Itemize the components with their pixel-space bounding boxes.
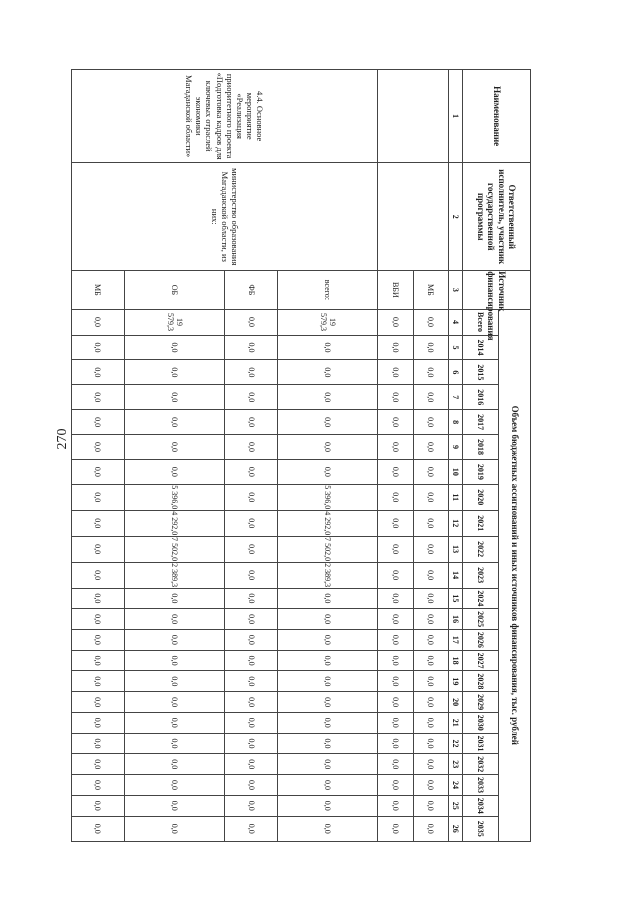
year-value: 0,0 xyxy=(277,435,377,460)
year-value: 0,0 xyxy=(378,609,413,630)
year-value: 0,0 xyxy=(277,609,377,630)
year-value: 0,0 xyxy=(378,410,413,435)
header-total: Всего xyxy=(463,309,499,335)
year-value: 0,0 xyxy=(225,692,278,713)
year-value: 0,0 xyxy=(277,459,377,484)
year-value: 0,0 xyxy=(72,510,125,536)
total-value: 0,0 xyxy=(72,309,125,335)
funding-source: всего: xyxy=(277,271,377,309)
total-value: 19 579,3 xyxy=(277,309,377,335)
year-value: 7 502,0 xyxy=(277,536,377,562)
header-year: 2030 xyxy=(463,712,499,733)
header-year: 2024 xyxy=(463,588,499,609)
year-value: 0,0 xyxy=(413,733,448,754)
year-value: 0,0 xyxy=(413,536,448,562)
year-value: 0,0 xyxy=(277,630,377,651)
header-executor: Ответственный исполнитель, участник государственной программы xyxy=(463,163,531,271)
year-value: 0,0 xyxy=(378,630,413,651)
header-year: 2021 xyxy=(463,510,499,536)
year-value: 0,0 xyxy=(277,754,377,775)
column-number: 6 xyxy=(449,360,463,385)
year-value: 0,0 xyxy=(225,733,278,754)
column-number: 14 xyxy=(449,562,463,588)
year-value: 0,0 xyxy=(413,484,448,510)
total-value: 0,0 xyxy=(378,309,413,335)
column-number: 23 xyxy=(449,754,463,775)
year-value: 0,0 xyxy=(378,385,413,410)
year-value: 0,0 xyxy=(124,435,224,460)
year-value: 0,0 xyxy=(277,692,377,713)
year-value: 0,0 xyxy=(378,816,413,841)
year-value: 0,0 xyxy=(72,816,125,841)
year-value: 0,0 xyxy=(413,754,448,775)
year-value: 0,0 xyxy=(378,712,413,733)
total-value: 0,0 xyxy=(225,309,278,335)
column-number: 1 xyxy=(449,70,463,163)
funding-source: ФБ xyxy=(225,271,278,309)
year-value: 0,0 xyxy=(225,795,278,816)
year-value: 0,0 xyxy=(72,335,125,360)
year-value: 0,0 xyxy=(72,609,125,630)
activity-name: 4.4. Основное мероприятие «Реализация приоритетного проекта «Подготовка кадров для ключевых отраслей экономики Магаданской области» xyxy=(72,70,378,163)
year-value: 0,0 xyxy=(277,775,377,796)
year-value: 0,0 xyxy=(225,484,278,510)
header-year: 2032 xyxy=(463,754,499,775)
year-value: 0,0 xyxy=(72,692,125,713)
funding-source: ВБИ xyxy=(378,271,413,309)
year-value: 4 292,0 xyxy=(277,510,377,536)
year-value: 0,0 xyxy=(378,459,413,484)
header-year: 2031 xyxy=(463,733,499,754)
year-value: 0,0 xyxy=(124,650,224,671)
header-year: 2018 xyxy=(463,435,499,460)
year-value: 0,0 xyxy=(225,816,278,841)
year-value: 0,0 xyxy=(124,630,224,651)
funding-source: ОБ xyxy=(124,271,224,309)
year-value: 0,0 xyxy=(413,562,448,588)
year-value: 0,0 xyxy=(72,459,125,484)
empty-name-cell xyxy=(378,70,449,163)
year-value: 0,0 xyxy=(413,385,448,410)
year-value: 0,0 xyxy=(378,510,413,536)
header-year: 2027 xyxy=(463,650,499,671)
column-number: 15 xyxy=(449,588,463,609)
funding-source: МБ xyxy=(413,271,448,309)
header-name: Наименование xyxy=(463,70,531,163)
year-value: 0,0 xyxy=(225,335,278,360)
year-value: 0,0 xyxy=(225,410,278,435)
column-number: 10 xyxy=(449,459,463,484)
year-value: 0,0 xyxy=(378,754,413,775)
column-number: 26 xyxy=(449,816,463,841)
year-value: 0,0 xyxy=(413,671,448,692)
year-value: 0,0 xyxy=(413,712,448,733)
year-value: 0,0 xyxy=(225,775,278,796)
year-value: 0,0 xyxy=(413,630,448,651)
column-number: 18 xyxy=(449,650,463,671)
year-value: 0,0 xyxy=(413,435,448,460)
year-value: 0,0 xyxy=(413,510,448,536)
year-value: 0,0 xyxy=(72,650,125,671)
column-number: 7 xyxy=(449,385,463,410)
header-year: 2017 xyxy=(463,410,499,435)
column-number: 4 xyxy=(449,309,463,335)
header-source: Источник финансирования xyxy=(463,271,531,309)
year-value: 0,0 xyxy=(124,733,224,754)
year-value: 0,0 xyxy=(72,410,125,435)
year-value: 7 502,0 xyxy=(124,536,224,562)
year-value: 0,0 xyxy=(378,562,413,588)
year-value: 0,0 xyxy=(124,410,224,435)
header-year: 2015 xyxy=(463,360,499,385)
header-year: 2016 xyxy=(463,385,499,410)
year-value: 0,0 xyxy=(277,650,377,671)
year-value: 0,0 xyxy=(225,536,278,562)
column-number: 21 xyxy=(449,712,463,733)
year-value: 0,0 xyxy=(225,650,278,671)
column-number: 22 xyxy=(449,733,463,754)
column-number: 3 xyxy=(449,271,463,309)
year-value: 0,0 xyxy=(72,754,125,775)
header-year: 2028 xyxy=(463,671,499,692)
column-number: 11 xyxy=(449,484,463,510)
total-value: 19 579,3 xyxy=(124,309,224,335)
column-number: 5 xyxy=(449,335,463,360)
year-value: 0,0 xyxy=(124,671,224,692)
year-value: 0,0 xyxy=(277,733,377,754)
total-value: 0,0 xyxy=(413,309,448,335)
year-value: 0,0 xyxy=(124,385,224,410)
column-number: 24 xyxy=(449,775,463,796)
year-value: 0,0 xyxy=(72,385,125,410)
year-value: 0,0 xyxy=(378,671,413,692)
year-value: 0,0 xyxy=(413,609,448,630)
year-value: 0,0 xyxy=(124,775,224,796)
column-number: 13 xyxy=(449,536,463,562)
funding-source: МБ xyxy=(72,271,125,309)
header-year: 2029 xyxy=(463,692,499,713)
table-row xyxy=(277,70,377,842)
column-number: 12 xyxy=(449,510,463,536)
year-value: 0,0 xyxy=(124,712,224,733)
year-value: 0,0 xyxy=(378,795,413,816)
year-value: 0,0 xyxy=(124,588,224,609)
year-value: 5 396,0 xyxy=(124,484,224,510)
year-value: 0,0 xyxy=(413,459,448,484)
year-value: 0,0 xyxy=(72,671,125,692)
column-number: 8 xyxy=(449,410,463,435)
year-value: 0,0 xyxy=(124,609,224,630)
column-number: 19 xyxy=(449,671,463,692)
year-value: 0,0 xyxy=(277,712,377,733)
activity-executor: министерство образования Магаданской области, из них: xyxy=(72,163,378,271)
year-value: 0,0 xyxy=(124,335,224,360)
year-value: 0,0 xyxy=(277,671,377,692)
year-value: 0,0 xyxy=(378,775,413,796)
header-year: 2014 xyxy=(463,335,499,360)
year-value: 0,0 xyxy=(124,754,224,775)
year-value: 0,0 xyxy=(225,671,278,692)
year-value: 0,0 xyxy=(413,410,448,435)
year-value: 0,0 xyxy=(72,588,125,609)
table-row xyxy=(413,70,448,842)
year-value: 0,0 xyxy=(378,650,413,671)
year-value: 5 396,0 xyxy=(277,484,377,510)
year-value: 0,0 xyxy=(225,630,278,651)
column-number: 20 xyxy=(449,692,463,713)
year-value: 0,0 xyxy=(277,588,377,609)
year-value: 2 389,3 xyxy=(277,562,377,588)
column-number: 25 xyxy=(449,795,463,816)
header-year: 2026 xyxy=(463,630,499,651)
year-value: 0,0 xyxy=(72,775,125,796)
year-value: 0,0 xyxy=(72,795,125,816)
year-value: 0,0 xyxy=(413,775,448,796)
year-value: 0,0 xyxy=(225,459,278,484)
header-year: 2034 xyxy=(463,795,499,816)
year-value: 0,0 xyxy=(124,459,224,484)
header-year: 2022 xyxy=(463,536,499,562)
year-value: 0,0 xyxy=(72,562,125,588)
year-value: 0,0 xyxy=(225,435,278,460)
year-value: 0,0 xyxy=(277,816,377,841)
header-volume: Объем бюджетных ассигнований и иных источников финансирования, тыс. рублей xyxy=(499,309,531,841)
year-value: 0,0 xyxy=(72,630,125,651)
year-value: 0,0 xyxy=(413,360,448,385)
empty-executor-cell xyxy=(378,163,449,271)
year-value: 0,0 xyxy=(277,795,377,816)
year-value: 0,0 xyxy=(378,335,413,360)
year-value: 0,0 xyxy=(72,536,125,562)
year-value: 0,0 xyxy=(413,588,448,609)
year-value: 0,0 xyxy=(413,692,448,713)
year-value: 0,0 xyxy=(124,816,224,841)
year-value: 0,0 xyxy=(225,562,278,588)
year-value: 0,0 xyxy=(72,484,125,510)
year-value: 0,0 xyxy=(225,385,278,410)
header-year: 2035 xyxy=(463,816,499,841)
year-value: 0,0 xyxy=(72,360,125,385)
year-value: 0,0 xyxy=(72,712,125,733)
year-value: 0,0 xyxy=(277,360,377,385)
year-value: 0,0 xyxy=(277,385,377,410)
year-value: 0,0 xyxy=(378,435,413,460)
column-number: 17 xyxy=(449,630,463,651)
year-value: 4 292,0 xyxy=(124,510,224,536)
year-value: 0,0 xyxy=(124,360,224,385)
year-value: 0,0 xyxy=(72,435,125,460)
year-value: 0,0 xyxy=(277,335,377,360)
year-value: 0,0 xyxy=(378,692,413,713)
page-number: 270 xyxy=(55,428,70,450)
year-value: 0,0 xyxy=(413,335,448,360)
header-year: 2020 xyxy=(463,484,499,510)
year-value: 0,0 xyxy=(378,588,413,609)
column-number: 16 xyxy=(449,609,463,630)
year-value: 0,0 xyxy=(225,754,278,775)
year-value: 0,0 xyxy=(413,650,448,671)
year-value: 0,0 xyxy=(378,733,413,754)
year-value: 0,0 xyxy=(72,733,125,754)
budget-table-container xyxy=(71,69,531,842)
column-number: 9 xyxy=(449,435,463,460)
year-value: 0,0 xyxy=(413,816,448,841)
year-value: 0,0 xyxy=(124,795,224,816)
budget-table xyxy=(71,69,531,842)
header-year: 2023 xyxy=(463,562,499,588)
year-value: 0,0 xyxy=(225,510,278,536)
header-year: 2025 xyxy=(463,609,499,630)
year-value: 0,0 xyxy=(413,795,448,816)
year-value: 0,0 xyxy=(225,588,278,609)
year-value: 0,0 xyxy=(225,712,278,733)
column-number: 2 xyxy=(449,163,463,271)
year-value: 0,0 xyxy=(378,360,413,385)
year-value: 0,0 xyxy=(277,410,377,435)
header-year: 2019 xyxy=(463,459,499,484)
year-value: 0,0 xyxy=(225,360,278,385)
header-year: 2033 xyxy=(463,775,499,796)
year-value: 0,0 xyxy=(378,484,413,510)
year-value: 0,0 xyxy=(378,536,413,562)
year-value: 2 389,3 xyxy=(124,562,224,588)
year-value: 0,0 xyxy=(225,609,278,630)
year-value: 0,0 xyxy=(124,692,224,713)
